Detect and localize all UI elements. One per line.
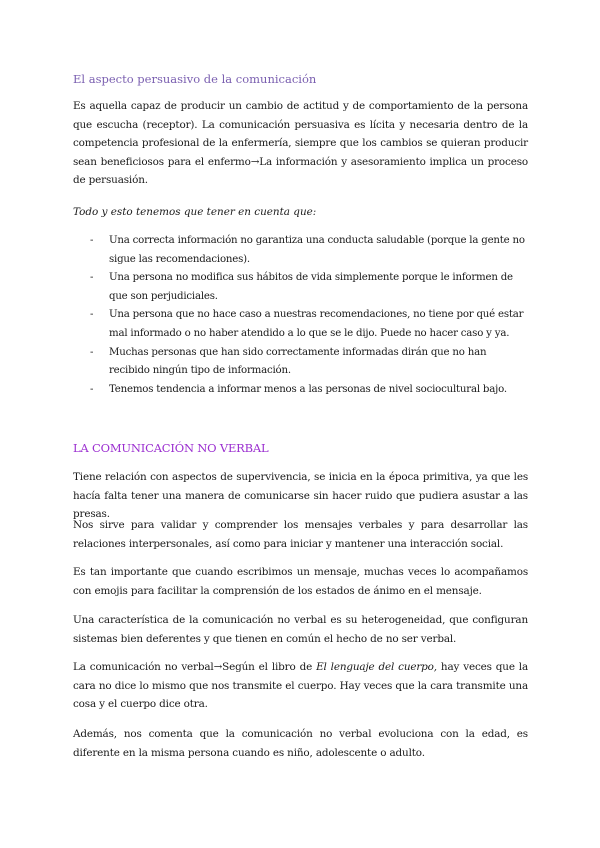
paragraph-evolution: Además, nos comenta que la comunicación no verbal evoluciona con la edad, es diferente en la misma persona cuando es niño, adolescente o adulto. [73,728,528,759]
list-item: - Una correcta información no garantiza una conducta saludable (porque la gente no sigue las recomendaciones). [90,235,525,265]
list-lead-text: Todo y esto tenemos que tener en cuenta que: [73,206,317,218]
list-item: - Tenemos tendencia a informar menos a las personas de nivel sociocultural bajo. [90,383,507,395]
section-heading-persuasion: El aspecto persuasivo de la comunicación [73,72,317,86]
paragraph-heterogeneity: Una característica de la comunicación no verbal es su heterogeneidad, que configuran sistemas bien deferentes y que tienen en común el hecho de no ser verbal. [73,614,528,645]
paragraph-body-language: La comunicación no verbal→Según el libro de El lenguaje del cuerpo, hay veces que la cara no dice lo mismo que nos transmite el cuerpo. Hay veces que la cara transmite una cosa y el cuerpo dice otra. [73,661,529,711]
paragraph-emojis: Es tan importante que cuando escribimos un mensaje, muchas veces lo acompañamos con emojis para facilitar la comprensión de los estados de ánimo en el mensaje. [73,566,528,597]
list-item: - Una persona que no hace caso a nuestras recomendaciones, no tiene por qué estar mal informado o no haber atendido a lo que se le dijo. Puede no hacer caso y ya. [90,309,524,339]
paragraph-survival: Tiene relación con aspectos de supervivencia, se inicia en la época primitiva, ya que les hacía falta tener una manera de comunicarse sin hacer ruido que pudiera asustar a las presas. [73,471,528,521]
list-item: - Muchas personas que han sido correctamente informadas dirán que no han recibido ningún tipo de información. [90,346,487,377]
section-heading-nonverbal: LA COMUNICACIÓN NO VERBAL [73,441,269,455]
considerations-list [73,232,528,399]
book-title: El lenguaje del cuerpo, [316,661,437,673]
paragraph-persuasion-definition: Es aquella capaz de producir un cambio de actitud y de comportamiento de la persona que escucha (receptor). La comunicación persuasiva es lícita y necesaria dentro de la competencia profesional de la enfermería, siempre que los cambios se quieran producir sean beneficiosos para el enfermo→La información y asesoramiento implica un proceso de persuasión. [73,100,528,187]
list-item: - Una persona no modifica sus hábitos de vida simplemente porque le informen de que son perjudiciales. [90,272,513,302]
paragraph-validate: Nos sirve para validar y comprender los mensajes verbales y para desarrollar las relaciones interpersonales, así como para iniciar y mantener una interacción social. [73,519,528,550]
